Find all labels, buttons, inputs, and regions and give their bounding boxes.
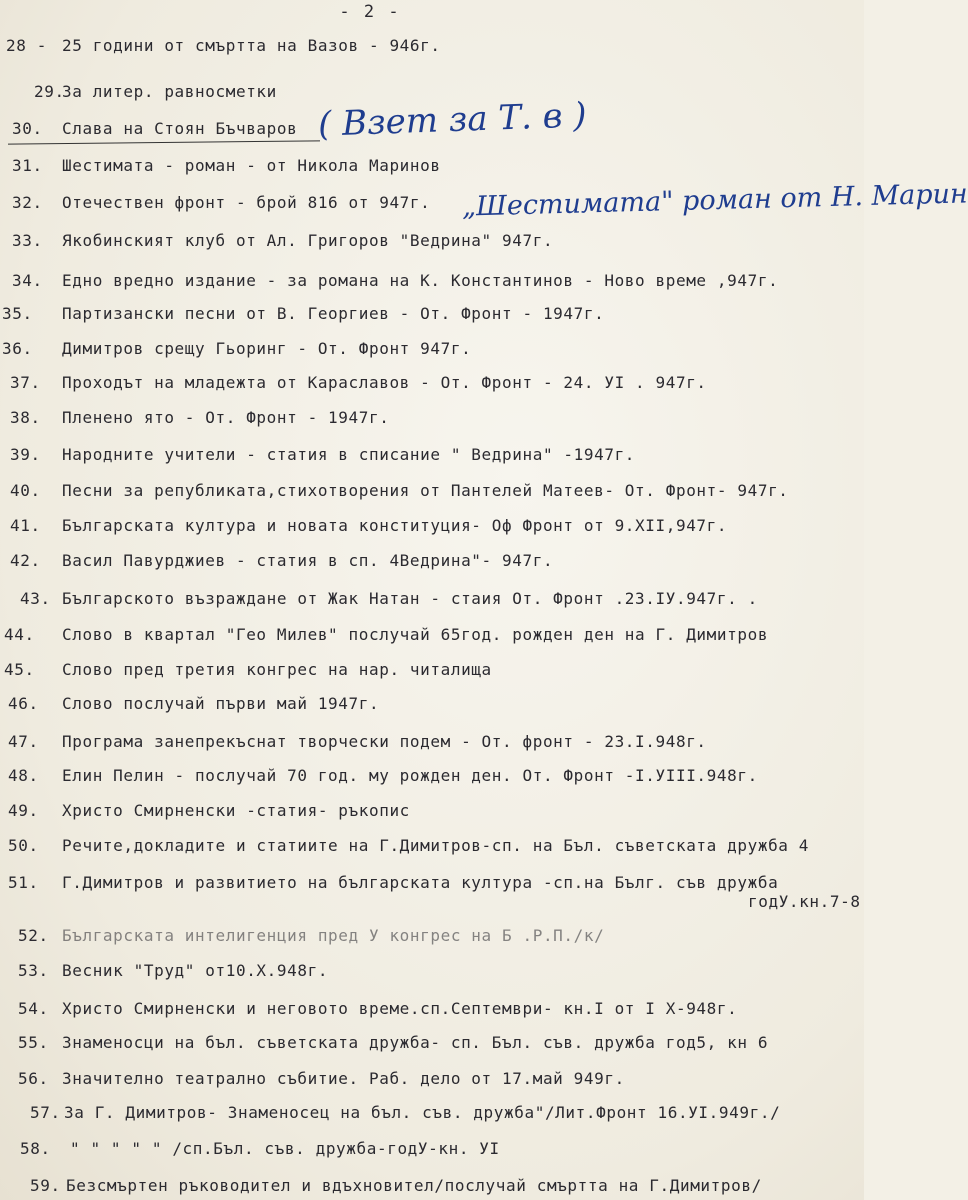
handwritten-note-30: ( Взет за Т. в ) (317, 95, 588, 145)
entry-number: 45. (4, 660, 35, 679)
entry-text: Едно вредно издание - за романа на К. Константинов - Ново време ,947г. (62, 271, 779, 290)
entry-number: 38. (10, 408, 41, 427)
entry-text: Българското възраждане от Жак Натан - стаия От. Фронт .23.IУ.947г. . (62, 589, 758, 608)
entry-number: 50. (8, 836, 39, 855)
entry-text: Народните учители - статия в списание " Ведрина" -1947г. (62, 445, 636, 464)
entry-text: Българската интелигенция пред У конгрес на Б .Р.П./к/ (62, 926, 605, 945)
entry-text: Шестимата - роман - от Никола Маринов (62, 156, 441, 175)
entry-number: 55. (18, 1033, 49, 1052)
entry-number: 58. (20, 1139, 51, 1158)
entry-text: Христо Смирненски и неговото време.сп.Септември- кн.I от I Х-948г. (62, 999, 738, 1018)
entry-text: Безсмъртен ръководител и вдъхновител/послучай смъртта на Г.Димитров/ (66, 1176, 762, 1195)
entry-number: 54. (18, 999, 49, 1018)
underline-entry-30 (8, 140, 320, 144)
entry-text: Програма занепрекъснат творчески подем - От. фронт - 23.I.948г. (62, 732, 707, 751)
entry-number: 29. (34, 82, 65, 101)
entry-text: Слава на Стоян Бъчваров (62, 119, 298, 138)
entry-number: 35. (2, 304, 33, 323)
entry-text: Слово пред третия конгрес на нар. читалища (62, 660, 492, 679)
entry-text: Проходът на младежта от Караславов - От. Фронт - 24. УI . 947г. (62, 373, 707, 392)
entry-text: Песни за републиката,стихотворения от Пантелей Матеев- От. Фронт- 947г. (62, 481, 789, 500)
entry-text: Българската култура и новата конституция- Оф Фронт от 9.XII,947г. (62, 516, 728, 535)
handwritten-note-32: „Шестимата" роман от Н. Марин (461, 178, 968, 223)
entry-number: 47. (8, 732, 39, 751)
entry-number: 40. (10, 481, 41, 500)
entry-number: 51. (8, 873, 39, 892)
entry-text: Пленено ято - От. Фронт - 1947г. (62, 408, 390, 427)
entry-number: 37. (10, 373, 41, 392)
entry-text: Христо Смирненски -статия- ръкопис (62, 801, 410, 820)
entry-text: Слово в квартал "Гео Милев" послучай 65год. рожден ден на Г. Димитров (62, 625, 769, 644)
entry-text: Васил Павурджиев - статия в сп. 4Ведрина"- 947г. (62, 551, 554, 570)
entry-text: Речите,докладите и статиите на Г.Димитров-сп. на Бъл. съветската дружба 4 (62, 836, 809, 855)
entry-number: 42. (10, 551, 41, 570)
entry-number: 31. (12, 156, 43, 175)
entry-number: 52. (18, 926, 49, 945)
entry-text: Знаменосци на бъл. съветската дружба- сп. Бъл. съв. дружба год5, кн 6 (62, 1033, 769, 1052)
entry-number: 49. (8, 801, 39, 820)
entry-text: За Г. Димитров- Знаменосец на бъл. съв. дружба"/Лит.Фронт 16.УI.949г./ (64, 1103, 781, 1122)
entry-text: Партизански песни от В. Георгиев - От. Фронт - 1947г. (62, 304, 605, 323)
entry-number: 59. (30, 1176, 61, 1195)
entry-number: 46. (8, 694, 39, 713)
entry-text: Г.Димитров и развитието на българската култура -сп.на Бълг. съв дружба (62, 873, 779, 892)
entry-51-continuation: годУ.кн.7-8 (748, 892, 861, 911)
entry-text: Слово послучай първи май 1947г. (62, 694, 380, 713)
entry-number: 44. (4, 625, 35, 644)
entry-number: 48. (8, 766, 39, 785)
entry-text: " " " " " /сп.Бъл. съв. дружба-годУ-кн. УI (70, 1139, 500, 1158)
entry-number: 53. (18, 961, 49, 980)
entry-text: Значително театрално събитие. Раб. дело от 17.май 949г. (62, 1069, 625, 1088)
entry-text: Димитров срещу Гьоринг - От. Фронт 947г. (62, 339, 472, 358)
entry-number: 36. (2, 339, 33, 358)
entry-number: 56. (18, 1069, 49, 1088)
entry-number: 32. (12, 193, 43, 212)
entry-text: Якобинският клуб от Ал. Григоров "Ведрина" 947г. (62, 231, 554, 250)
entry-text: Весник "Труд" от10.Х.948г. (62, 961, 329, 980)
entry-number: 39. (10, 445, 41, 464)
entry-number: 30. (12, 119, 43, 138)
entry-number: 34. (12, 271, 43, 290)
entry-text: Отечествен фронт - брой 816 от 947г. (62, 193, 431, 212)
page-number: - 2 - (339, 2, 401, 22)
entry-number: 43. (20, 589, 51, 608)
entry-text: За литер. равносметки (62, 82, 277, 101)
entry-number: 33. (12, 231, 43, 250)
entry-number: 57. (30, 1103, 61, 1122)
entry-text: 25 години от смъртта на Вазов - 946г. (62, 36, 441, 55)
entry-number: 41. (10, 516, 41, 535)
entry-number: 28 - (6, 36, 47, 55)
entry-text: Елин Пелин - послучай 70 год. му рожден ден. От. Фронт -I.УIII.948г. (62, 766, 758, 785)
